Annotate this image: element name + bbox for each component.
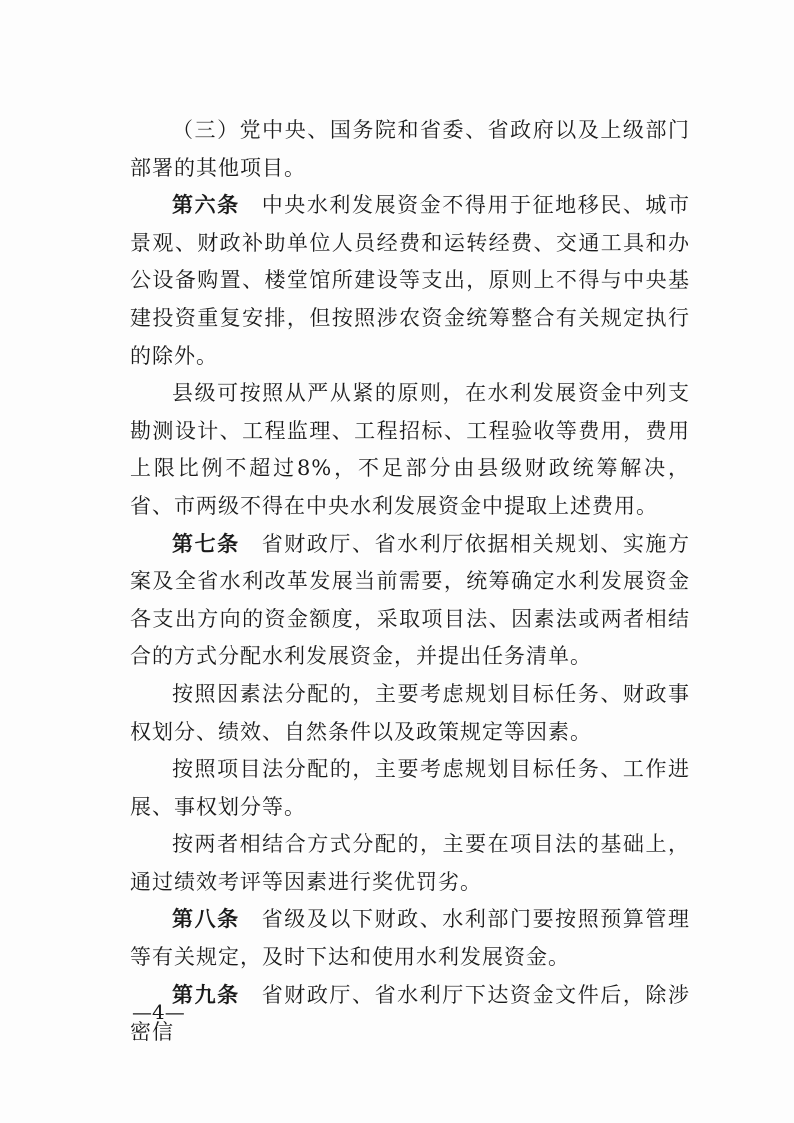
paragraph-text: 按两者相结合方式分配的，主要在项目法的基础上，通过绩效考评等因素进行奖优罚劣。 (130, 832, 690, 894)
article-number: 第六条 (172, 193, 240, 218)
paragraph-text: 省财政厅、省水利厅依据相关规划、实施方案及全省水利改革发展当前需要，统筹确定水利发展资金各支出方向的资金额度，采取项目法、因素法或两者相结合的方式分配水利发展资金，并提出任务清单。 (130, 531, 691, 669)
paragraph-item-three (130, 112, 690, 187)
paragraph-text: 省财政厅、省水利厅下达资金文件后，除涉密信 (130, 982, 691, 1045)
paragraph-factor-method (130, 676, 690, 751)
paragraph-project-method (130, 751, 690, 826)
article-number: 第九条 (172, 982, 240, 1007)
paragraph-county-fees (130, 375, 690, 525)
paragraph-text: 省级及以下财政、水利部门要按照预算管理等有关规定，及时下达和使用水利发展资金。 (130, 907, 691, 970)
paragraph-text: （三）党中央、国务院和省委、省政府以及上级部门部署的其他项目。 (130, 118, 690, 180)
paragraph-text: 县级可按照从严从紧的原则，在水利发展资金中列支勘测设计、工程监理、工程招标、工程验收等费用，费用上限比例不超过8%，不足部分由县级财政统筹解决，省、市两级不得在中央水利发展资金中提取上述费用。 (130, 381, 690, 518)
paragraph-text: 按照因素法分配的，主要考虑规划目标任务、财政事权划分、绩效、自然条件以及政策规定等因素。 (130, 681, 690, 744)
page-number: —4— (132, 1000, 185, 1024)
paragraph-text: 按照项目法分配的，主要考虑规划目标任务、工作进展、事权划分等。 (130, 757, 690, 819)
article-seven (130, 526, 690, 676)
paragraph-combined-method (130, 826, 690, 901)
article-eight (130, 901, 690, 976)
document-body (130, 112, 690, 1052)
paragraph-text: 中央水利发展资金不得用于征地移民、城市景观、财政补助单位人员经费和运转经费、交通工具和办公设备购置、楼堂馆所建设等支出，原则上不得与中央基建投资重复安排，但按照涉农资金统筹整合有关规定执行的除外。 (130, 193, 691, 368)
article-number: 第八条 (172, 907, 240, 932)
article-number: 第七条 (172, 531, 240, 556)
article-nine (130, 977, 690, 1052)
article-six (130, 187, 690, 375)
